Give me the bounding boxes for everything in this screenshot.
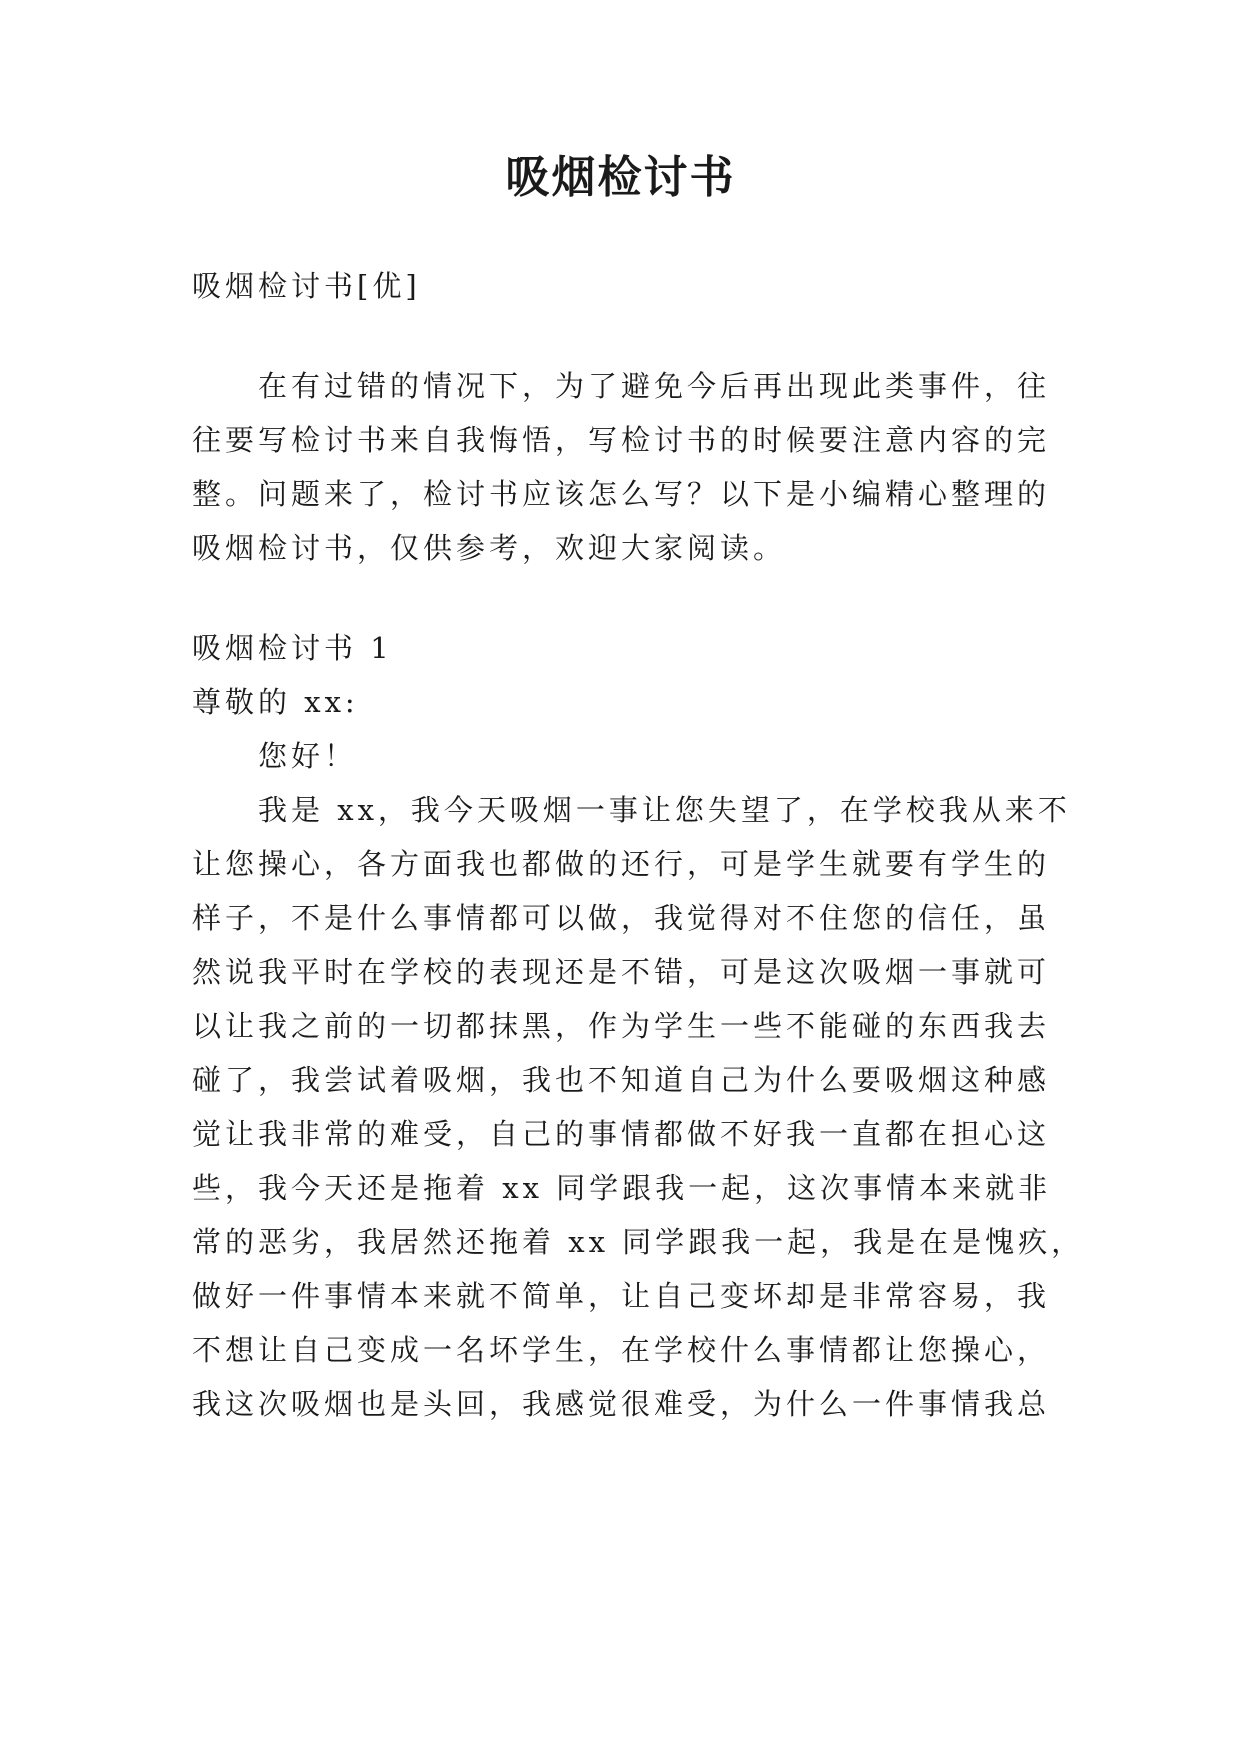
body-line: 我这次吸烟也是头回，我感觉很难受，为什么一件事情我总 (192, 1387, 1051, 1421)
body-line: 不想让自己变成一名坏学生，在学校什么事情都让您操心， (192, 1333, 1051, 1367)
section-heading: 吸烟检讨书 1 (192, 631, 393, 665)
intro-line: 往要写检讨书来自我悔悟，写检讨书的时候要注意内容的完 (192, 423, 1051, 457)
body-line: 常的恶劣，我居然还拖着 xx 同学跟我一起，我是在是愧疚， (192, 1225, 1085, 1259)
intro-line: 在有过错的情况下，为了避免今后再出现此类事件，往 (258, 369, 1051, 403)
document-title: 吸烟检讨书 (505, 152, 736, 203)
body-line: 做好一件事情本来就不简单，让自己变坏却是非常容易，我 (192, 1279, 1051, 1313)
body-line: 我是 xx，我今天吸烟一事让您失望了，在学校我从来不 (258, 793, 1071, 827)
body-line: 以让我之前的一切都抹黑，作为学生一些不能碰的东西我去 (192, 1009, 1051, 1043)
intro-line: 吸烟检讨书，仅供参考，欢迎大家阅读。 (192, 531, 787, 565)
document-subtitle: 吸烟检讨书[优] (192, 269, 421, 303)
greeting: 您好！ (258, 739, 358, 773)
intro-line: 整。问题来了，检讨书应该怎么写？以下是小编精心整理的 (192, 477, 1051, 511)
body-line: 样子，不是什么事情都可以做，我觉得对不住您的信任，虽 (192, 901, 1051, 935)
body-line: 碰了，我尝试着吸烟，我也不知道自己为什么要吸烟这种感 (192, 1063, 1051, 1097)
body-line: 觉让我非常的难受，自己的事情都做不好我一直都在担心这 (192, 1117, 1051, 1151)
body-line: 然说我平时在学校的表现还是不错，可是这次吸烟一事就可 (192, 955, 1051, 989)
salutation: 尊敬的 xx: (192, 685, 359, 719)
body-line: 些，我今天还是拖着 xx 同学跟我一起，这次事情本来就非 (192, 1171, 1052, 1205)
body-line: 让您操心，各方面我也都做的还行，可是学生就要有学生的 (192, 847, 1051, 881)
